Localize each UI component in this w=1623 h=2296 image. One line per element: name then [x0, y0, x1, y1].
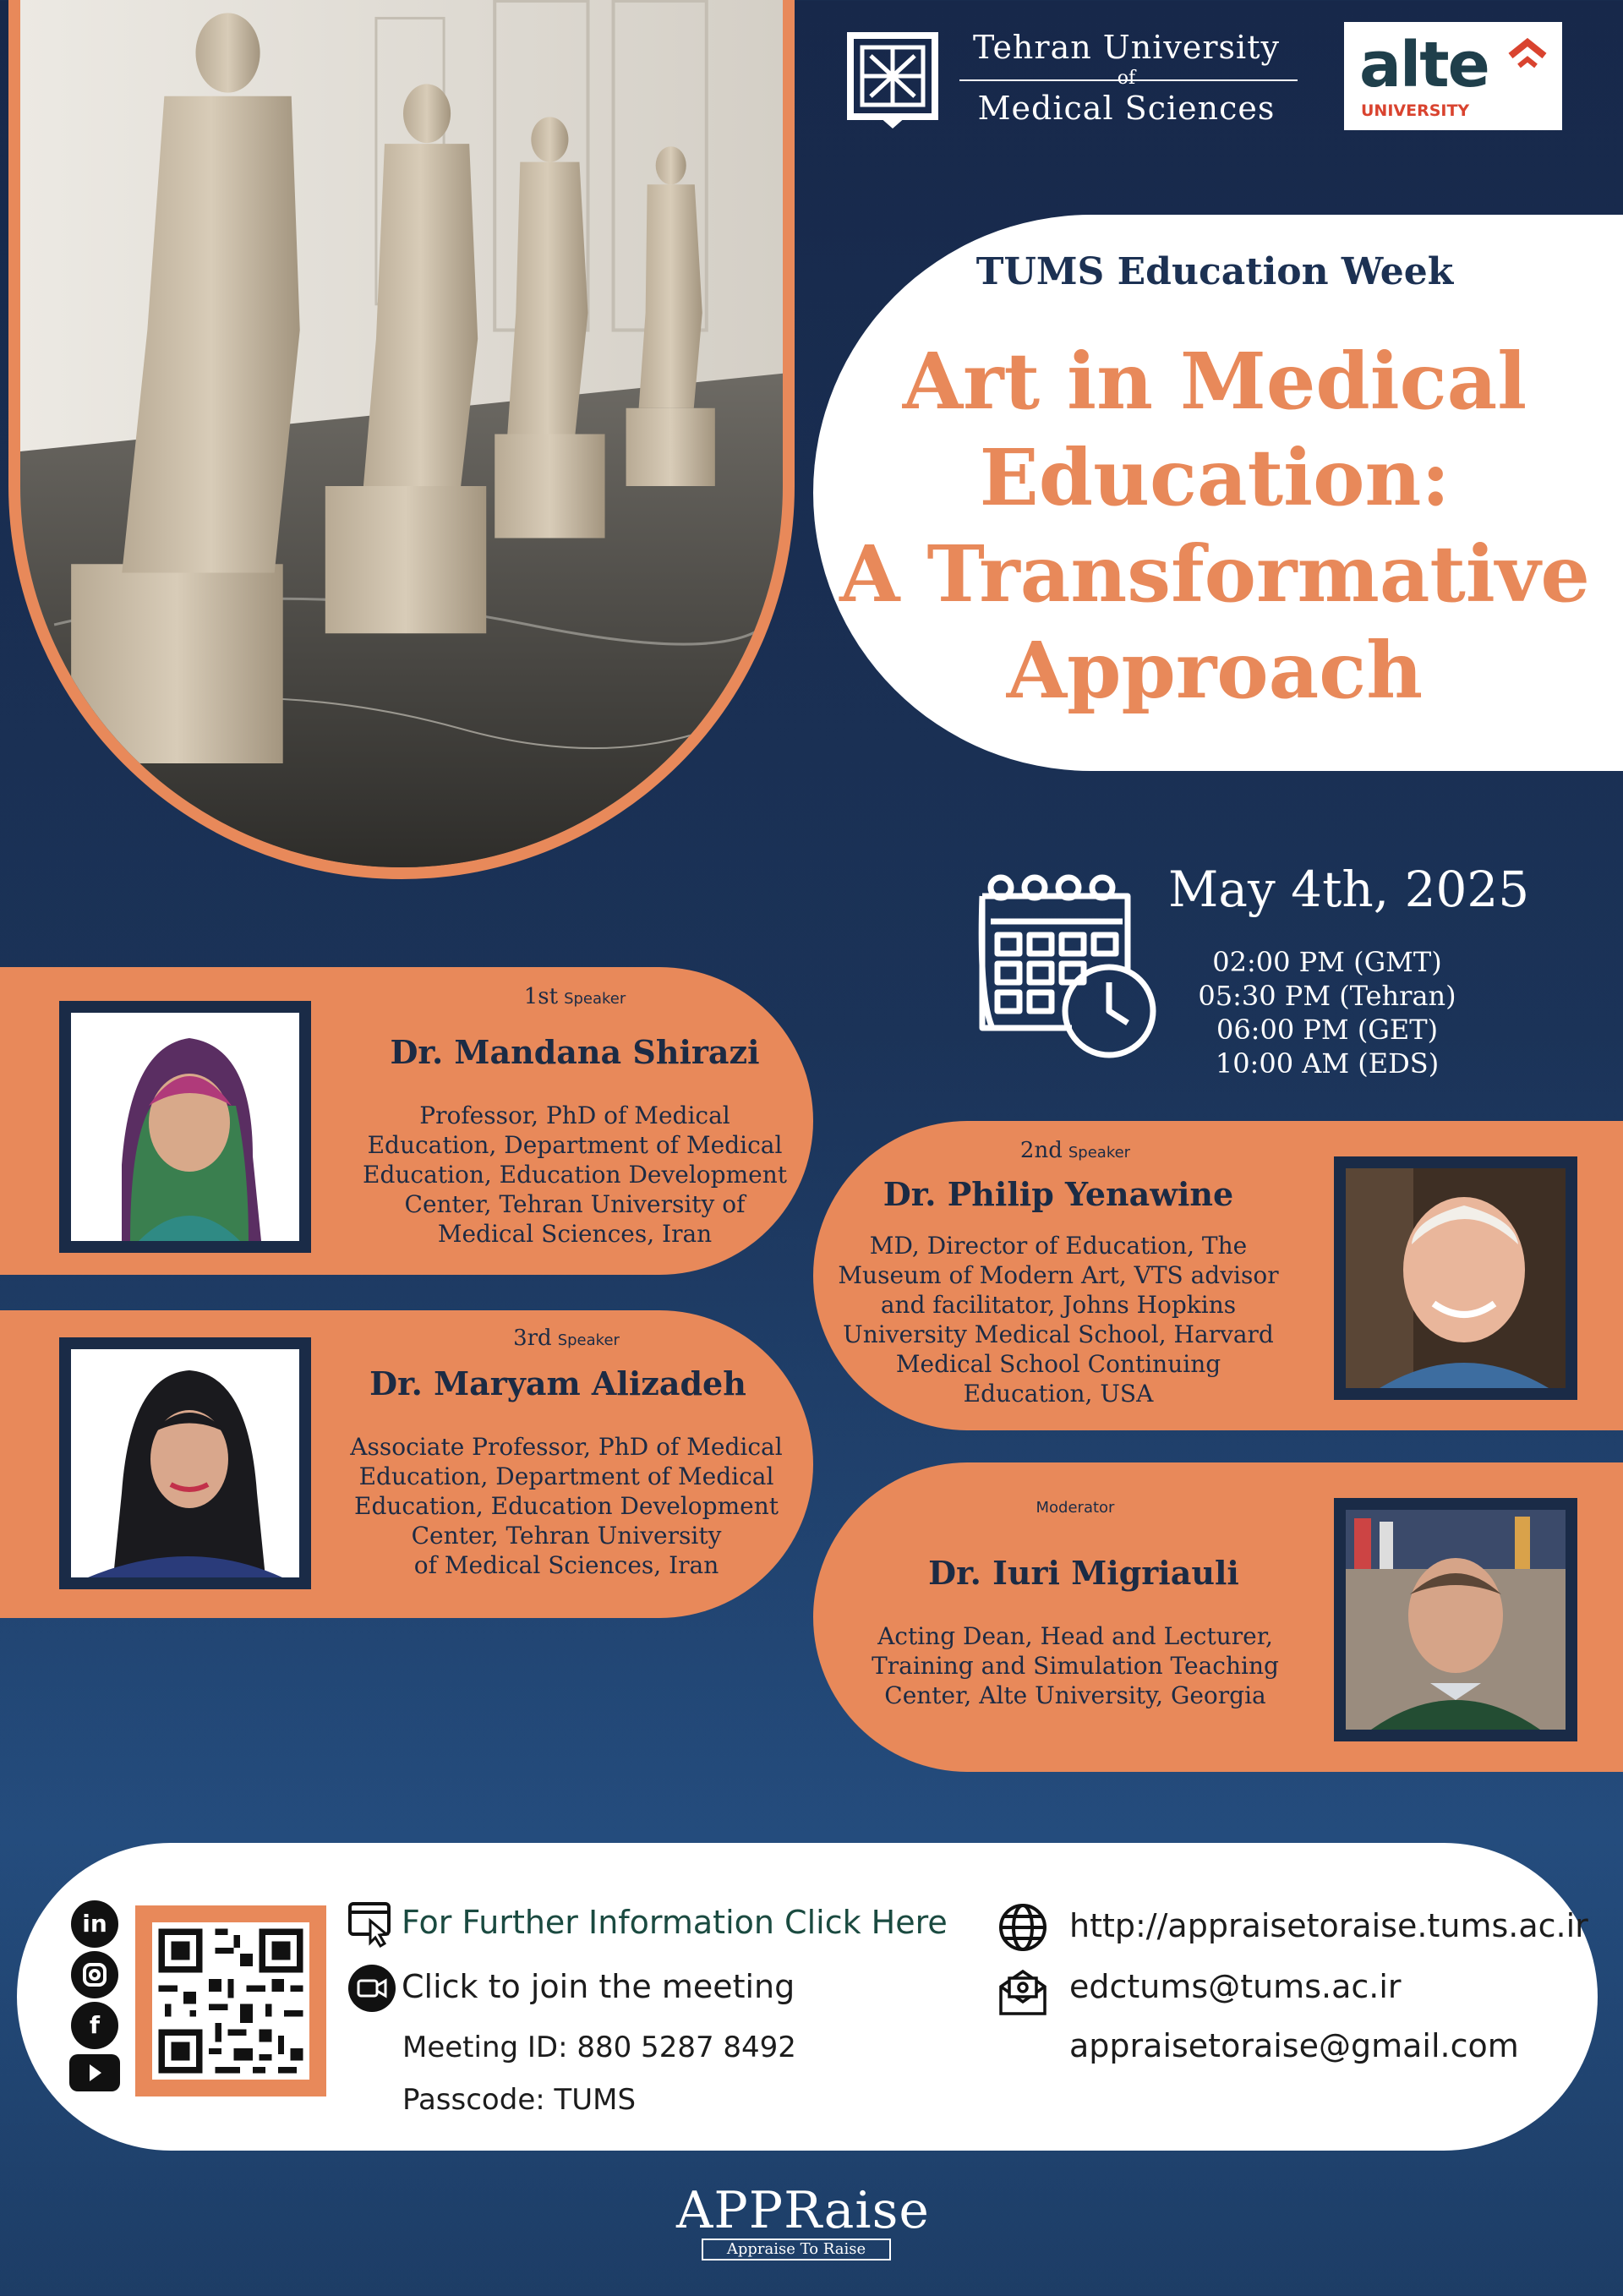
speaker-role — [347, 1326, 786, 1351]
event-title-panel — [813, 215, 1623, 771]
email-primary-link[interactable]: edctums@tums.ac.ir — [1069, 1968, 1402, 2005]
speaker-bio-line: Medical School Continuing — [895, 1350, 1221, 1378]
meeting-id: Meeting ID: 880 5287 8492 — [402, 2031, 796, 2064]
instagram-icon[interactable] — [71, 1951, 118, 1998]
alte-university-logo — [1344, 22, 1562, 130]
event-title — [813, 333, 1616, 719]
speaker-name: Dr. Iuri Migriauli — [928, 1554, 1239, 1592]
tums-logo — [845, 29, 1302, 139]
speaker-photo — [59, 1337, 311, 1589]
event-title-line: Approach — [1006, 625, 1424, 716]
speaker-photo — [1334, 1156, 1577, 1400]
event-time: 02:00 PM (GMT) — [1212, 946, 1442, 978]
speaker-bio-line: Associate Professor, PhD of Medical — [350, 1433, 783, 1461]
speaker-bio-line: Center, Tehran University of — [404, 1190, 746, 1218]
speaker-card-2 — [813, 1121, 1623, 1430]
speaker-bio — [338, 1432, 795, 1580]
university-name-line1: Tehran University — [973, 29, 1280, 66]
event-title-line: A Transformative — [839, 528, 1590, 620]
speaker-bio — [830, 1621, 1320, 1710]
event-series: TUMS Education Week — [975, 250, 1454, 293]
speaker-role — [847, 1496, 1303, 1517]
speaker-bio-line: Education, Education Development — [354, 1492, 779, 1520]
hero-statue-gallery-image — [8, 0, 795, 879]
youtube-icon[interactable] — [69, 2054, 120, 2091]
speaker-role-ordinal: 3rd — [513, 1326, 552, 1351]
speaker-bio-line: Center, Alte University, Georgia — [884, 1681, 1266, 1709]
event-time: 05:30 PM (Tehran) — [1198, 980, 1456, 1012]
appraise-tagline: Appraise To Raise — [702, 2239, 891, 2260]
event-times — [1183, 945, 1471, 1080]
speaker-bio-line: Training and Simulation Teaching — [872, 1652, 1279, 1680]
speaker-bio-line: Acting Dean, Head and Lecturer, — [877, 1622, 1273, 1650]
speaker-bio-line: University Medical School, Harvard — [843, 1320, 1274, 1348]
speaker-role — [847, 1138, 1303, 1163]
linkedin-icon[interactable]: in — [71, 1900, 118, 1948]
email-secondary-link[interactable]: appraisetoraise@gmail.com — [1069, 2027, 1519, 2064]
email-icon — [997, 1966, 1048, 2017]
university-name-line2: Medical Sciences — [977, 90, 1276, 127]
university-name-of: of — [1117, 68, 1136, 89]
alte-wordmark: alte — [1359, 29, 1489, 101]
speaker-photo — [1334, 1498, 1577, 1741]
speaker-bio-line: Center, Tehran University — [411, 1522, 722, 1550]
speaker-bio — [813, 1231, 1303, 1408]
meeting-passcode: Passcode: TUMS — [402, 2083, 637, 2117]
video-call-icon — [347, 1963, 397, 2014]
speaker-bio-line: Medical Sciences, Iran — [437, 1220, 713, 1248]
speaker-role — [355, 984, 795, 1009]
event-title-line: Education: — [979, 432, 1451, 523]
speaker-bio-line: Museum of Modern Art, VTS advisor — [838, 1261, 1279, 1289]
speaker-bio-line: MD, Director of Education, The — [869, 1232, 1248, 1260]
tums-emblem-icon — [845, 30, 940, 130]
browser-click-icon — [347, 1899, 397, 1949]
further-information-link[interactable]: For Further Information Click Here — [402, 1904, 948, 1941]
qr-code[interactable] — [135, 1905, 326, 2096]
speaker-bio-line: and facilitator, Johns Hopkins — [880, 1291, 1237, 1319]
speaker-name: Dr. Mandana Shirazi — [390, 1033, 760, 1071]
speaker-role-label: Speaker — [564, 990, 626, 1008]
event-date: May 4th, 2025 — [1168, 861, 1530, 918]
alte-roof-icon — [1506, 37, 1549, 71]
speaker-bio-line: Professor, PhD of Medical — [419, 1102, 730, 1129]
appraise-logo — [676, 2181, 930, 2259]
speaker-card-1 — [0, 967, 813, 1275]
speaker-role-ordinal: 1st — [523, 984, 559, 1009]
speaker-name: Dr. Maryam Alizadeh — [369, 1364, 746, 1402]
speaker-name: Dr. Philip Yenawine — [883, 1175, 1234, 1213]
speaker-bio-line: Education, Department of Medical — [358, 1462, 774, 1490]
speaker-photo — [59, 1001, 311, 1253]
appraise-wordmark: APPRaise — [676, 2181, 930, 2240]
speaker-bio — [347, 1101, 803, 1249]
website-link[interactable]: http://appraisetoraise.tums.ac.ir — [1069, 1907, 1588, 1944]
speaker-role-ordinal: 2nd — [1019, 1138, 1063, 1163]
speaker-bio-line: Education, Department of Medical — [367, 1131, 783, 1159]
speaker-bio-line: of Medical Sciences, Iran — [413, 1551, 719, 1579]
join-meeting-link[interactable]: Click to join the meeting — [402, 1968, 795, 2005]
facebook-icon[interactable]: f — [71, 2002, 118, 2049]
calendar-clock-icon — [970, 871, 1161, 1062]
speaker-role-label: Speaker — [557, 1331, 620, 1349]
speaker-role-label: Moderator — [1036, 1499, 1115, 1517]
globe-icon — [997, 1902, 1048, 1953]
speaker-bio-line: Education, USA — [963, 1380, 1154, 1408]
event-time: 06:00 PM (GET) — [1216, 1014, 1439, 1046]
moderator-card — [813, 1462, 1623, 1772]
speaker-bio-line: Education, Education Development — [363, 1161, 787, 1189]
contact-panel — [17, 1843, 1598, 2151]
event-time: 10:00 AM (EDS) — [1215, 1047, 1440, 1080]
event-title-line: Art in Medical — [902, 336, 1527, 427]
speaker-role-label: Speaker — [1068, 1144, 1131, 1162]
alte-university-label: UNIVERSITY — [1361, 101, 1470, 120]
speaker-card-3 — [0, 1310, 813, 1618]
